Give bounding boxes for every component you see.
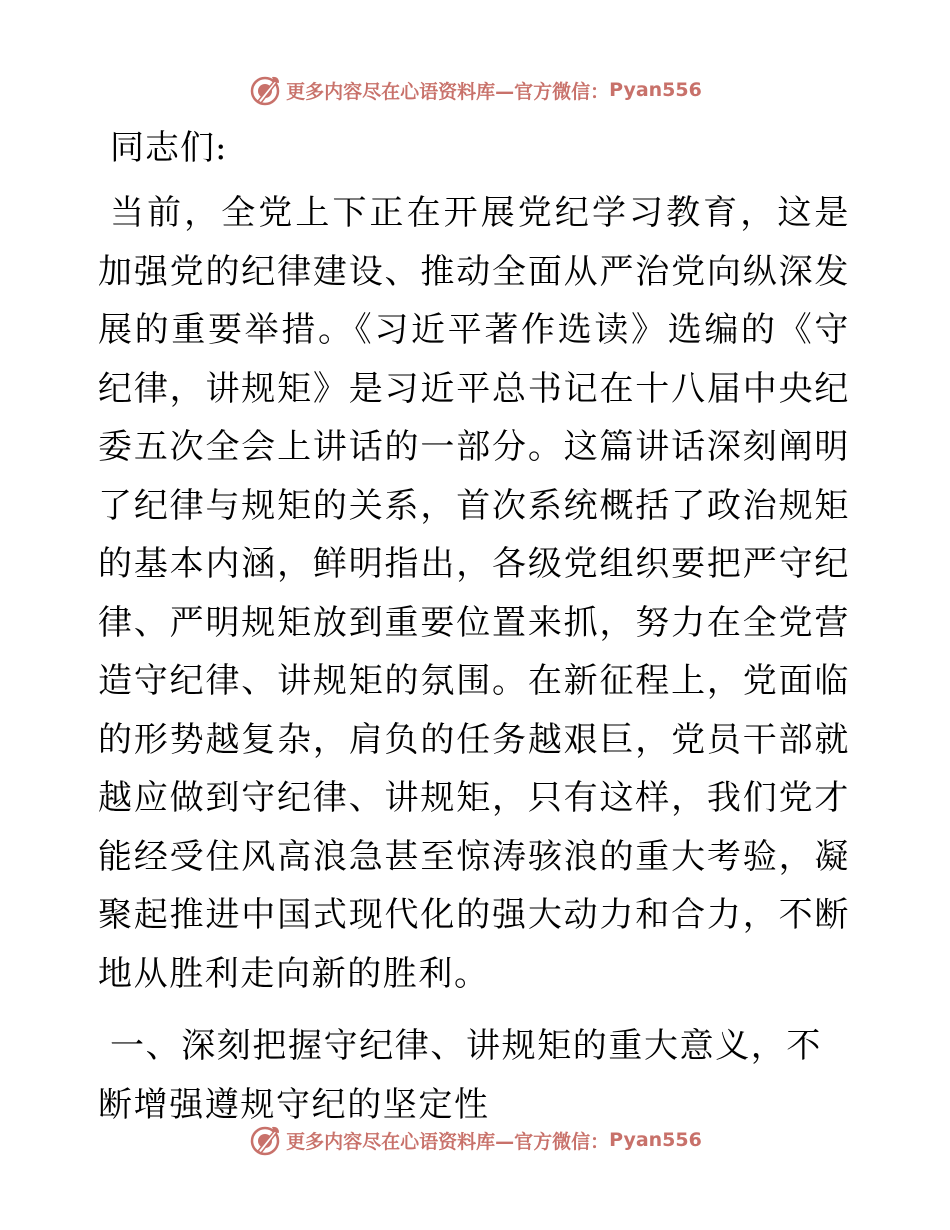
body-paragraph: 当前，全党上下正在开展党纪学习教育，这是加强党的纪律建设、推动全面从严治党向纵深发展的重要举措。《习近平著作选读》选编的《守纪律，讲规矩》是习近平总书记在十八届中央纪委五次全会上讲话的一部分。这篇讲话深刻阐明了纪律与规矩的关系，首次系统概括了政治规矩的基本内涵，鲜明指出，各级党组织要把严守纪律、严明规矩放到重要位置来抓，努力在全党营造守纪律、讲规矩的氛围。在新征程上，党面临的形势越复杂，肩负的任务越艰巨，党员干部就越应做到守纪律、讲规矩，只有这样，我们党才能经受住风高浪急甚至惊涛骇浪的重大考验，凝聚起推进中国式现代化的强大动力和合力，不断地从胜利走向新的胜利。 bbox=[98, 193, 850, 994]
header-watermark bbox=[0, 70, 950, 110]
watermark-text: 更多内容尽在心语资料库—官方微信： bbox=[286, 1130, 610, 1153]
document-body bbox=[98, 123, 850, 1134]
watermark-wechat-id: Pyan556 bbox=[609, 79, 702, 101]
watermark-wechat-id: Pyan556 bbox=[609, 1129, 702, 1151]
watermark-text: 更多内容尽在心语资料库—官方微信： bbox=[286, 80, 610, 103]
quill-emblem-icon bbox=[248, 73, 282, 107]
quill-emblem-icon bbox=[248, 1123, 282, 1157]
footer-watermark bbox=[0, 1120, 950, 1160]
salutation: 同志们: bbox=[110, 128, 228, 168]
section-heading: 一、深刻把握守纪律、讲规矩的重大意义，不断增强遵规守纪的坚定性 bbox=[98, 1026, 822, 1125]
